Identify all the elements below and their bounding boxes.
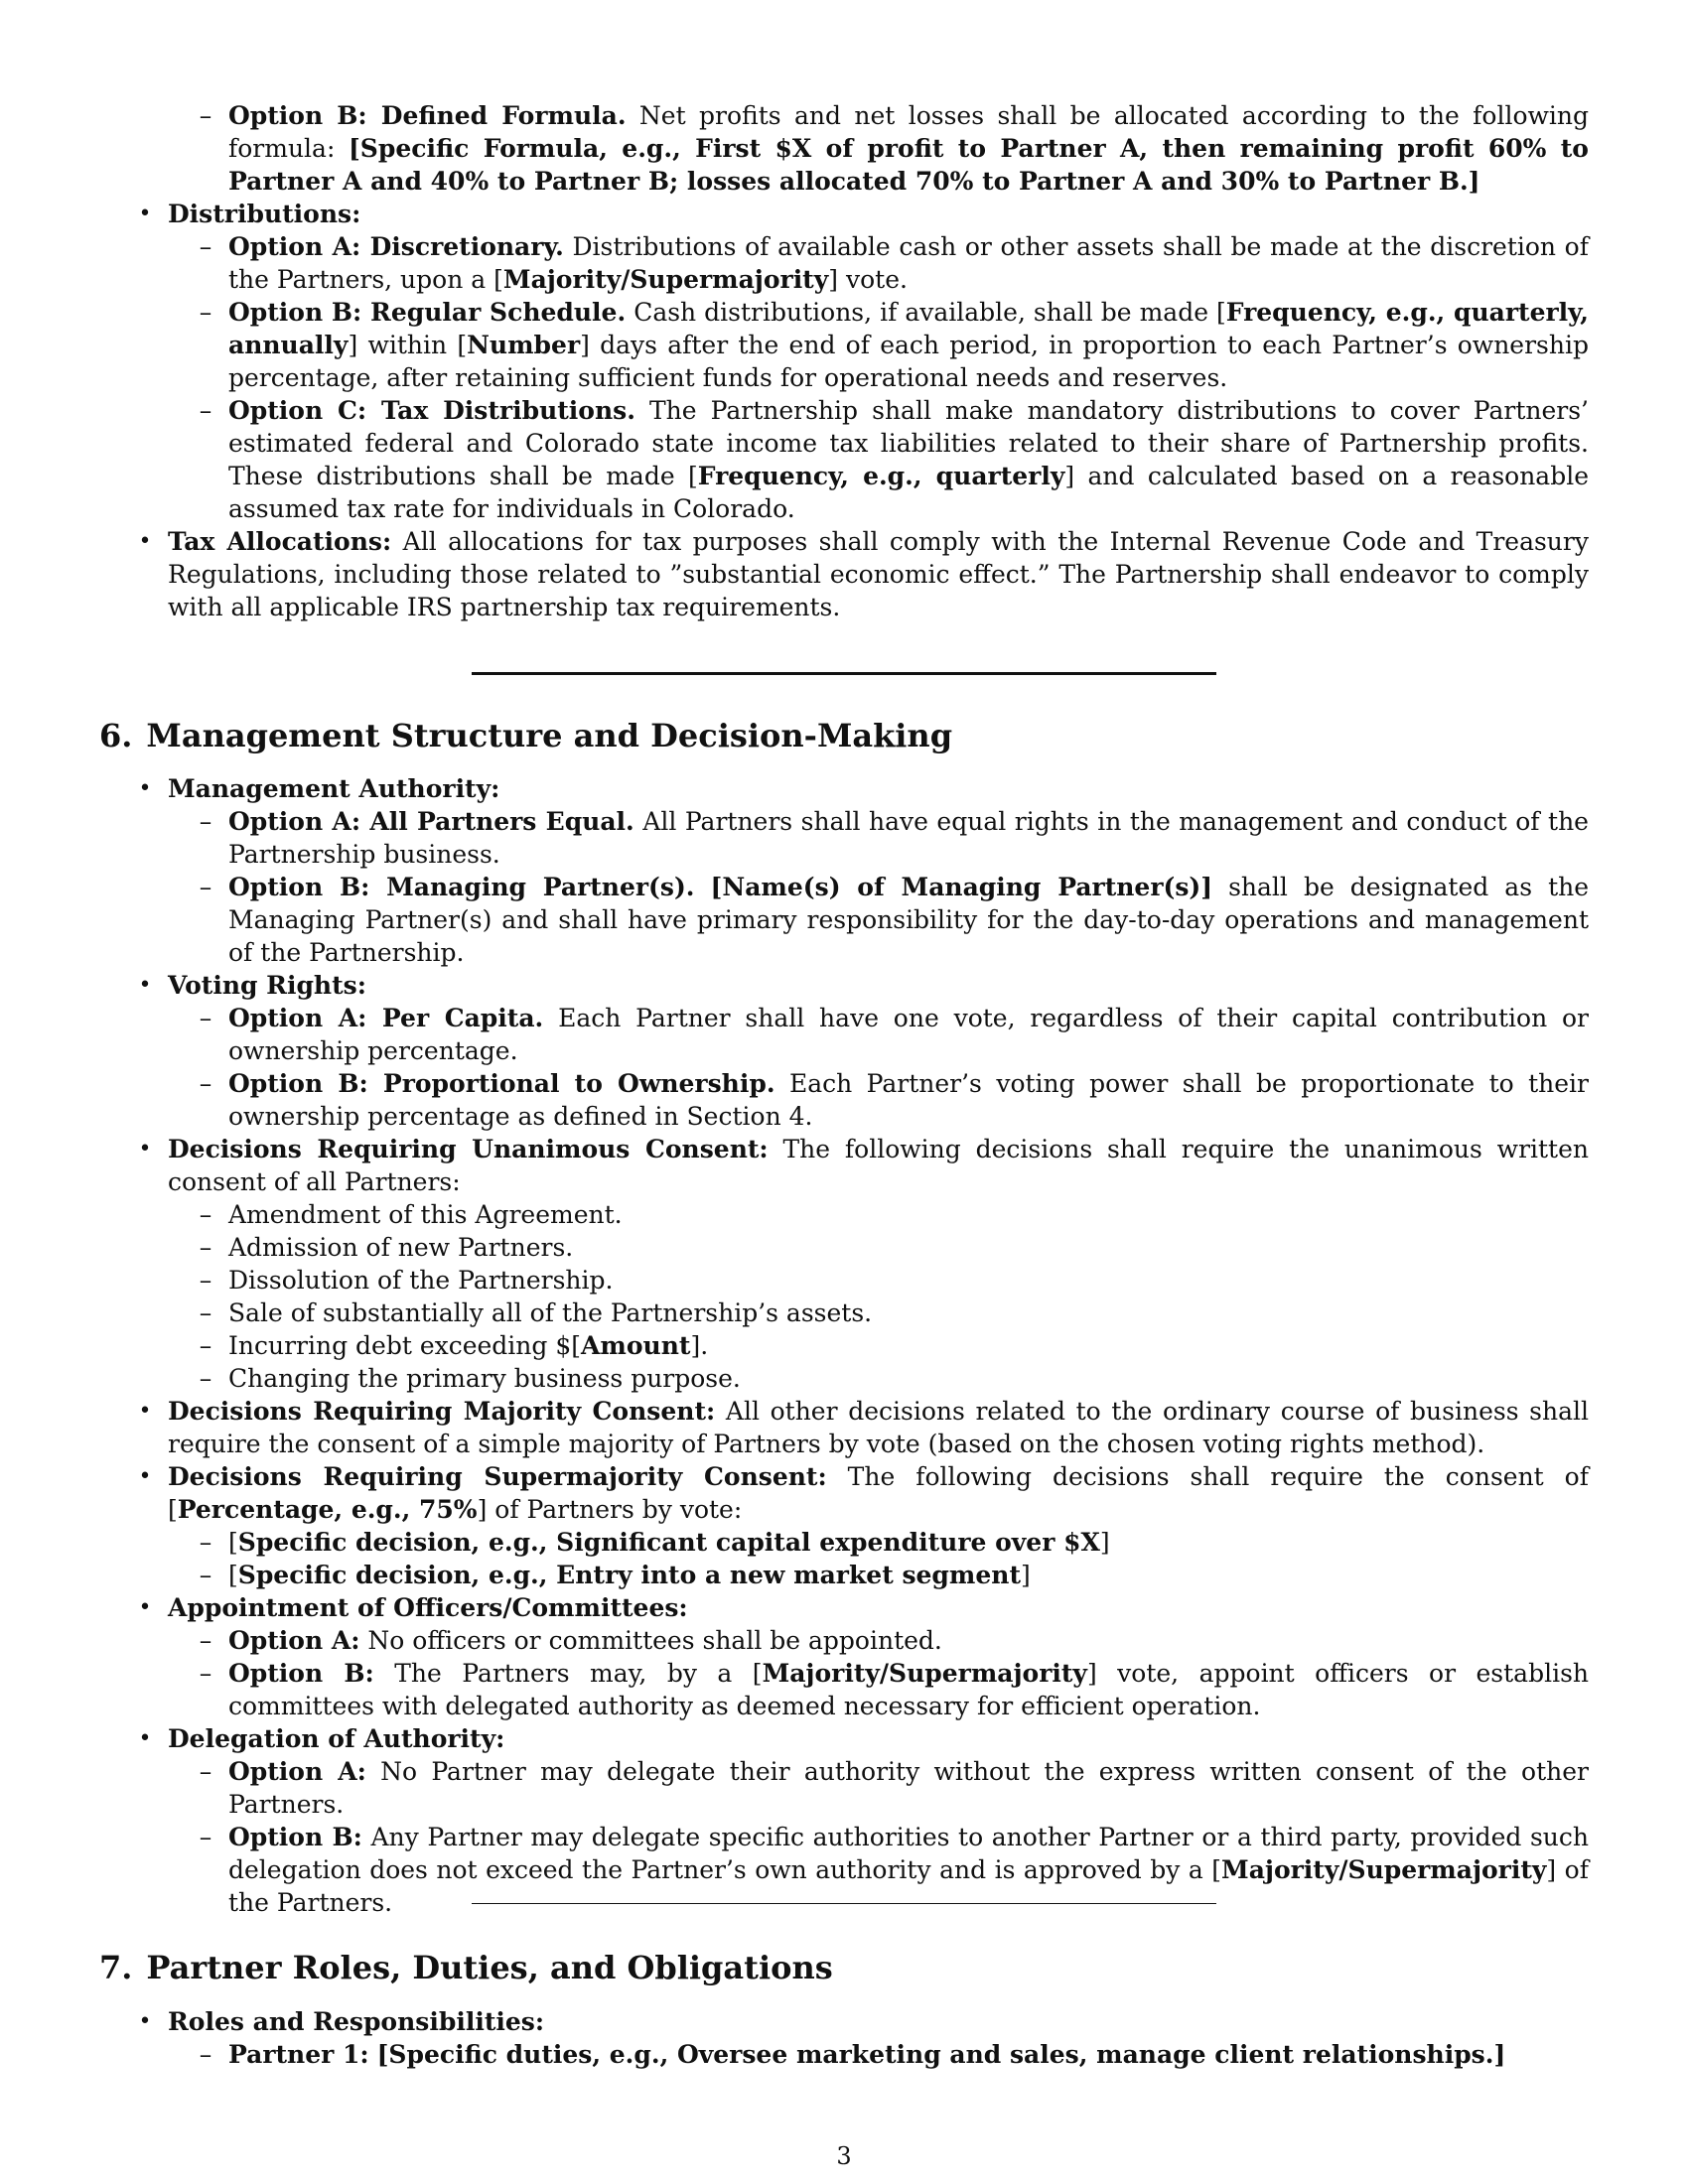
officers-option-b: – Option B: The Partners may, by a [Majority/Supermajority] vote, appoint officers or establish committees with delegated authority as deemed necessary for efficient operation.: [99, 1657, 1589, 1722]
option-text: within: [357, 331, 458, 359]
profit-option-b: [99, 99, 1589, 198]
bullet-marker: •: [138, 1399, 152, 1424]
dash-marker: –: [199, 101, 212, 130]
option-text: shall be designated as the Managing Partner(s) and shall have primary responsibility for the day-to-day operations and management of the Partnership.: [228, 873, 1590, 967]
majority-consent-item: [99, 1395, 1589, 1460]
option-label: Option B: Regular Schedule.: [228, 298, 627, 327]
placeholder-text: Frequency, e.g., quarterly, annually: [228, 298, 1590, 359]
option-label: Option B:: [228, 1823, 362, 1851]
placeholder-text: [Specific Formula, e.g., First $X of profit to Partner A, then remaining profit 60% to Partner A and 40% to Partner B; losses allocated 70% to Partner A and 30% to Partner B.]: [228, 134, 1589, 196]
list-item-text: Amendment of this Agreement.: [228, 1200, 623, 1229]
bullet-marker: •: [138, 202, 152, 226]
item-label: Roles and Responsibilities:: [168, 2007, 545, 2036]
section-title: Management Structure and Decision-Making: [146, 717, 953, 754]
dash-marker: –: [199, 1331, 212, 1360]
item-text: of Partners by vote:: [487, 1495, 743, 1524]
option-text: The Partnership shall make mandatory distributions to cover Partners’ estimated federal and Colorado state income tax liabilities related to their share of Partnership profits. These distributions shall be made: [228, 396, 1589, 490]
list-item-text: Dissolution of the Partnership.: [228, 1266, 614, 1295]
dash-marker: –: [199, 1364, 212, 1393]
list-item: [99, 1362, 1589, 1395]
list-item: [99, 1198, 1589, 1231]
option-text: of the Partners.: [228, 1855, 1589, 1917]
option-label: Option C: Tax Distributions.: [228, 396, 635, 425]
item-label: Decisions Requiring Majority Consent:: [168, 1397, 716, 1426]
placeholder-text: [Name(s) of Managing Partner(s)]: [710, 873, 1213, 901]
placeholder-text: Number: [467, 331, 581, 359]
list-item-text: Incurring debt exceeding $: [228, 1331, 572, 1360]
option-label: Option B: Defined Formula.: [228, 101, 627, 130]
option-label: Option A: Discretionary.: [228, 232, 564, 261]
distributions-option-b: – Option B: Regular Schedule. Cash distributions, if available, shall be made [Frequency, e.g., quarterly, annually] within [Number] days after the end of each period, in proportion to each Partner’s ownership percentage, after retaining sufficient funds for operational needs and reserves.: [99, 296, 1589, 394]
dash-marker: –: [199, 1233, 212, 1262]
section-divider: [472, 1903, 1216, 1904]
dash-marker: –: [199, 1200, 212, 1229]
supermajority-consent-item: • Decisions Requiring Supermajority Consent: The following decisions shall require the consent of [Percentage, e.g., 75%] of Partners by vote:: [99, 1460, 1589, 1526]
list-item: – [Specific decision, e.g., Entry into a new market segment]: [99, 1559, 1589, 1591]
dash-marker: –: [199, 298, 212, 327]
dash-marker: –: [199, 1069, 212, 1098]
option-text: vote, appoint officers or establish committees with delegated authority as deemed necessary for efficient operation.: [228, 1659, 1589, 1720]
option-text: vote.: [838, 265, 908, 294]
roles-item: [99, 2005, 1589, 2038]
bullet-marker: •: [138, 1726, 152, 1751]
management-option-b: [99, 871, 1589, 969]
placeholder-text: [Specific duties, e.g., Oversee marketing and sales, manage client relationships.]: [376, 2040, 1506, 2069]
item-label: Delegation of Authority:: [168, 1724, 505, 1753]
option-label: Option A: Per Capita.: [228, 1004, 544, 1032]
list-item: – [Specific decision, e.g., Significant capital expenditure over $X]: [99, 1526, 1589, 1559]
section-6-heading: [99, 716, 952, 755]
voting-option-a: [99, 1002, 1589, 1067]
delegation-option-b: – Option B: Any Partner may delegate specific authorities to another Partner or a third party, provided such delegation does not exceed the Partner’s own authority and is approved by a [Majority/Supermajority] of the Partners.: [99, 1821, 1589, 1919]
option-text: No officers or committees shall be appointed.: [359, 1626, 942, 1655]
option-text: Net profits and net losses shall be allocated according to the following formula:: [228, 101, 1589, 163]
placeholder-text: Frequency, e.g., quarterly: [697, 462, 1065, 490]
option-text: Any Partner may delegate specific authorities to another Partner or a third party, provided such delegation does not exceed the Partner’s own authority and is approved by a: [228, 1823, 1590, 1884]
bullet-marker: •: [138, 973, 152, 998]
option-label: Option B:: [228, 1659, 374, 1688]
dash-marker: –: [199, 1004, 212, 1032]
bullet-marker: •: [138, 529, 152, 554]
bullet-marker: •: [138, 1137, 152, 1161]
placeholder-text: Majority/Supermajority: [762, 1659, 1087, 1688]
distributions-item: [99, 198, 1589, 230]
dash-marker: –: [199, 396, 212, 425]
officers-item: [99, 1591, 1589, 1624]
list-item-text: Changing the primary business purpose.: [228, 1364, 741, 1393]
section-divider: [472, 672, 1216, 675]
list-item: – Incurring debt exceeding $[Amount].: [99, 1329, 1589, 1362]
section-7-heading: [99, 1948, 833, 1987]
option-text: No Partner may delegate their authority without the express written consent of the other Partners.: [228, 1757, 1589, 1819]
bullet-marker: •: [138, 2009, 152, 2034]
option-text: Each Partner’s voting power shall be proportionate to their ownership percentage as defined in Section 4.: [228, 1069, 1589, 1131]
list-item: [99, 1231, 1589, 1264]
item-label: Tax Allocations:: [168, 527, 392, 556]
delegation-option-a: [99, 1755, 1589, 1821]
placeholder-text: Amount: [581, 1331, 691, 1360]
section-number: 6.: [99, 717, 133, 754]
list-item: [99, 1297, 1589, 1329]
management-authority-item: [99, 772, 1589, 805]
list-item: [99, 1264, 1589, 1297]
dash-marker: –: [199, 1823, 212, 1851]
option-text: The Partners may, by a: [373, 1659, 753, 1688]
tax-allocations-item: [99, 525, 1589, 623]
item-label: Decisions Requiring Supermajority Consent:: [168, 1462, 827, 1491]
option-label: Partner 1:: [228, 2040, 369, 2069]
option-label: Option A:: [228, 1626, 360, 1655]
placeholder-text: Majority/Supermajority: [502, 265, 829, 294]
option-text: All Partners shall have equal rights in the management and conduct of the Partnership business.: [228, 807, 1589, 869]
item-text: All other decisions related to the ordinary course of business shall require the consent of a simple majority of Partners by vote (based on the chosen voting rights method).: [168, 1397, 1590, 1458]
dash-marker: –: [199, 1561, 212, 1589]
page-number: 3: [836, 2142, 852, 2170]
item-text: The following decisions shall require the unanimous written consent of all Partners:: [168, 1135, 1589, 1196]
dash-marker: –: [199, 1626, 212, 1655]
option-label: Option B: Proportional to Ownership.: [228, 1069, 775, 1098]
option-label: Option A: All Partners Equal.: [228, 807, 634, 836]
dash-marker: –: [199, 2040, 212, 2069]
item-text: The following decisions shall require the consent of: [826, 1462, 1589, 1491]
item-label: Decisions Requiring Unanimous Consent:: [168, 1135, 769, 1163]
dash-marker: –: [199, 807, 212, 836]
option-label: Option A:: [228, 1757, 366, 1786]
management-option-a: [99, 805, 1589, 871]
item-label: Distributions:: [168, 200, 361, 228]
option-text: days after the end of each period, in proportion to each Partner’s ownership percentage, after retaining sufficient funds for operational needs and reserves.: [228, 331, 1589, 392]
placeholder-text: Percentage, e.g., 75%: [177, 1495, 478, 1524]
dash-marker: –: [199, 1528, 212, 1557]
dash-marker: –: [199, 232, 212, 261]
dash-marker: –: [199, 1266, 212, 1295]
section5-continued: [99, 99, 1589, 623]
bullet-marker: •: [138, 1464, 152, 1489]
voting-rights-item: [99, 969, 1589, 1002]
dash-marker: –: [199, 1659, 212, 1688]
placeholder-text: Specific decision, e.g., Significant capital expenditure over $X: [237, 1528, 1100, 1557]
unanimous-consent-item: [99, 1133, 1589, 1198]
dash-marker: –: [199, 1298, 212, 1327]
list-item-text: Sale of substantially all of the Partnership’s assets.: [228, 1298, 873, 1327]
bullet-marker: •: [138, 776, 152, 801]
item-label: Management Authority:: [168, 774, 500, 803]
section-7-body: [99, 2005, 1589, 2071]
placeholder-text: Specific decision, e.g., Entry into a new market segment: [237, 1561, 1021, 1589]
dash-marker: –: [199, 1757, 212, 1786]
option-text: Distributions of available cash or other assets shall be made at the discretion of the Partners, upon a: [228, 232, 1589, 294]
distributions-option-a: – Option A: Discretionary. Distributions of available cash or other assets shall be made at the discretion of the Partners, upon a [Majority/Supermajority] vote.: [99, 230, 1589, 296]
item-text: All allocations for tax purposes shall comply with the Internal Revenue Code and Treasury Regulations, including those related to ”substantial economic effect.” The Partnership shall endeavor to comply with all applicable IRS partnership tax requirements.: [168, 527, 1589, 621]
option-text: and calculated based on a reasonable assumed tax rate for individuals in Colorado.: [228, 462, 1589, 523]
officers-option-a: [99, 1624, 1589, 1657]
delegation-item: [99, 1722, 1589, 1755]
voting-option-b: [99, 1067, 1589, 1133]
placeholder-text: Majority/Supermajority: [1221, 1855, 1547, 1884]
section-6-body: [99, 772, 1589, 1919]
option-text: Each Partner shall have one vote, regardless of their capital contribution or ownership percentage.: [228, 1004, 1590, 1065]
item-label: Appointment of Officers/Committees:: [168, 1593, 688, 1622]
option-text: Cash distributions, if available, shall be made: [626, 298, 1217, 327]
option-label: Option B: Managing Partner(s).: [228, 873, 695, 901]
list-item-text: Admission of new Partners.: [228, 1233, 574, 1262]
item-label: Voting Rights:: [168, 971, 366, 1000]
partner-1-duties: [99, 2038, 1589, 2071]
section-title: Partner Roles, Duties, and Obligations: [146, 1949, 833, 1986]
bullet-marker: •: [138, 1595, 152, 1620]
dash-marker: –: [199, 873, 212, 901]
section-number: 7.: [99, 1949, 133, 1986]
distributions-option-c: – Option C: Tax Distributions. The Partnership shall make mandatory distributions to cover Partners’ estimated federal and Colorado state income tax liabilities related to their share of Partnership profits. These distributions shall be made [Frequency, e.g., quarterly] and calculated based on a reasonable assumed tax rate for individuals in Colorado.: [99, 394, 1589, 525]
